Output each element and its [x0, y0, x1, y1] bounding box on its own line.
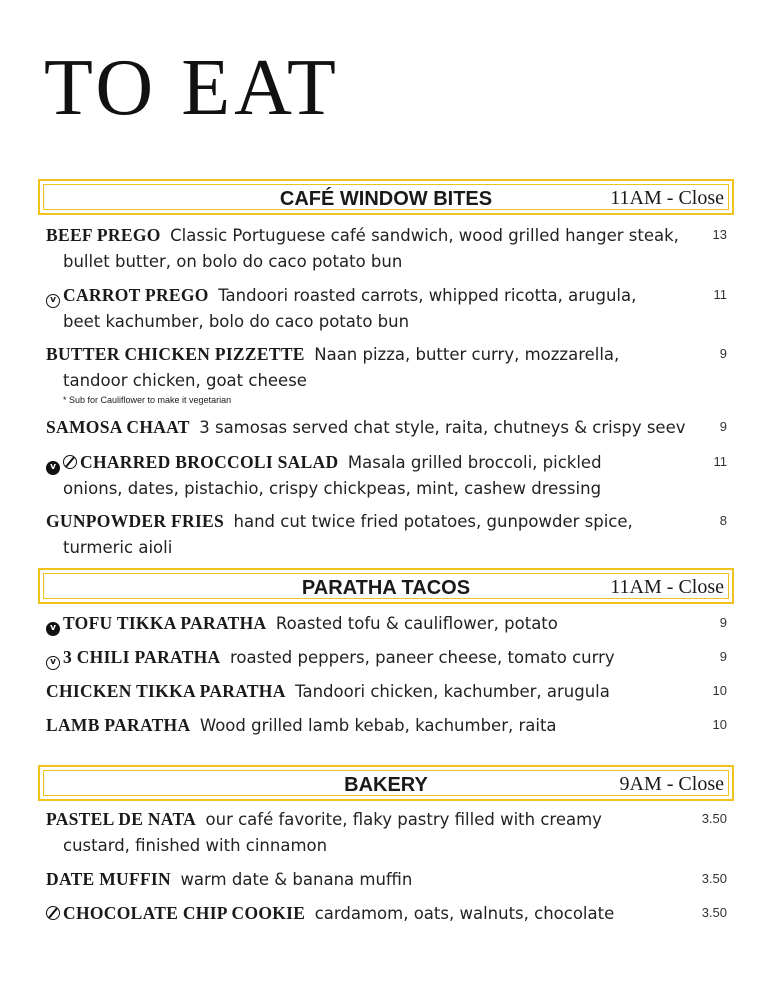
- menu-item: [46, 341, 736, 406]
- item-name: GUNPOWDER FRIES: [46, 511, 225, 531]
- menu-item: [46, 866, 736, 893]
- item-note: * Sub for Cauliflower to make it vegetarian: [63, 395, 232, 405]
- section-hours: 9AM - Close: [619, 773, 724, 795]
- item-description: Classic Portuguese café sandwich, wood grilled hanger steak,: [170, 226, 679, 245]
- item-price: 11: [713, 287, 727, 302]
- menu-item: [46, 282, 736, 335]
- item-description: 3 samosas served chat style, raita, chutneys & crispy seev: [199, 418, 686, 437]
- section-banner: [38, 179, 734, 215]
- item-description-cont: tandoor chicken, goat cheese: [63, 371, 307, 390]
- item-description-cont: onions, dates, pistachio, crispy chickpeas, mint, cashew dressing: [63, 479, 602, 498]
- item-price: 9: [719, 615, 727, 630]
- item-description: roasted peppers, paneer cheese, tomato curry: [229, 648, 615, 667]
- gluten-free-icon: [46, 906, 60, 920]
- item-name: CARROT PREGO: [63, 285, 209, 305]
- item-description: Naan pizza, butter curry, mozzarella,: [314, 345, 620, 364]
- item-name: CHICKEN TIKKA PARATHA: [46, 681, 286, 701]
- item-name: 3 CHILI PARATHA: [63, 647, 221, 667]
- item-name: SAMOSA CHAAT: [46, 417, 190, 437]
- item-description: Roasted tofu & cauliflower, potato: [275, 614, 558, 633]
- item-price: 3.50: [701, 811, 727, 826]
- item-description: hand cut twice fried potatoes, gunpowder spice,: [233, 512, 633, 531]
- item-price: 11: [713, 454, 727, 469]
- page-title: TO EAT: [44, 44, 340, 132]
- menu-item: [46, 610, 736, 637]
- menu-item: [46, 414, 736, 441]
- item-price: 13: [712, 227, 727, 242]
- item-description: Masala grilled broccoli, pickled: [347, 453, 602, 472]
- item-price: 9: [719, 649, 727, 664]
- menu-item: [46, 678, 736, 705]
- item-price: 9: [719, 346, 727, 361]
- item-price: 8: [719, 513, 727, 528]
- item-description: warm date & banana muffin: [180, 870, 413, 889]
- menu-item: [46, 644, 736, 671]
- section-title: CAFÉ WINDOW BITES: [279, 188, 493, 210]
- item-description-cont: turmeric aioli: [63, 538, 173, 557]
- item-description: Wood grilled lamb kebab, kachumber, raita: [199, 716, 557, 735]
- item-description-cont: custard, finished with cinnamon: [63, 836, 328, 855]
- menu-item: [46, 806, 736, 859]
- section-banner: [38, 765, 734, 801]
- vegetarian-icon: v: [46, 656, 60, 670]
- item-name: CHOCOLATE CHIP COOKIE: [63, 903, 306, 923]
- item-name: PASTEL DE NATA: [46, 809, 197, 829]
- item-name: DATE MUFFIN: [46, 869, 171, 889]
- item-name: BEEF PREGO: [46, 225, 161, 245]
- menu-item: [46, 222, 736, 275]
- item-description: cardamom, oats, walnuts, chocolate: [314, 904, 615, 923]
- item-price: 10: [712, 717, 727, 732]
- item-description-cont: bullet butter, on bolo do caco potato bun: [63, 252, 403, 271]
- menu-item: [46, 449, 736, 502]
- section-hours: 11AM - Close: [610, 576, 724, 598]
- item-description: our café favorite, flaky pastry filled with creamy: [205, 810, 602, 829]
- vegan-icon: v: [46, 622, 60, 636]
- item-name: LAMB PARATHA: [46, 715, 191, 735]
- vegan-icon: v: [46, 461, 60, 475]
- section-title: BAKERY: [344, 774, 428, 796]
- menu-item: [46, 900, 736, 927]
- menu-item: [46, 712, 736, 739]
- item-description-cont: beet kachumber, bolo do caco potato bun: [63, 312, 410, 331]
- vegetarian-icon: v: [46, 294, 60, 308]
- section-title: PARATHA TACOS: [301, 577, 471, 599]
- item-price: 10: [712, 683, 727, 698]
- item-price: 9: [719, 419, 727, 434]
- item-description: Tandoori chicken, kachumber, arugula: [295, 682, 610, 701]
- section-hours: 11AM - Close: [610, 187, 724, 209]
- item-name: BUTTER CHICKEN PIZZETTE: [46, 344, 305, 364]
- item-description: Tandoori roasted carrots, whipped ricotta, arugula,: [218, 286, 637, 305]
- gluten-free-icon: [63, 455, 77, 469]
- item-name: CHARRED BROCCOLI SALAD: [80, 452, 339, 472]
- menu-item: [46, 508, 736, 561]
- section-banner: [38, 568, 734, 604]
- item-price: 3.50: [701, 871, 727, 886]
- item-name: TOFU TIKKA PARATHA: [63, 613, 267, 633]
- item-price: 3.50: [701, 905, 727, 920]
